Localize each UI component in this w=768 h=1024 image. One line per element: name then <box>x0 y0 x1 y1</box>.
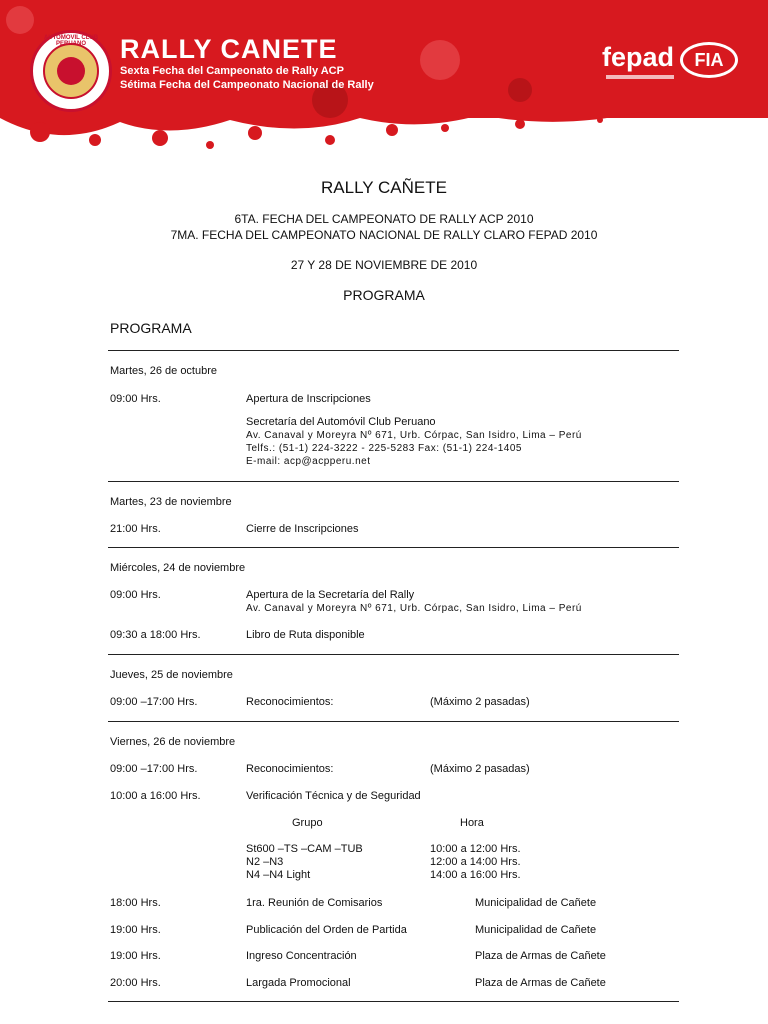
group-cell: N2 –N3 <box>246 856 284 868</box>
subtitle-line-1: 6TA. FECHA DEL CAMPEONATO DE RALLY ACP 2010 <box>234 212 534 226</box>
day-heading: Martes, 26 de octubre <box>110 365 218 377</box>
place-cell: Plaza de Armas de Cañete <box>475 977 606 989</box>
event-cell: Reconocimientos: <box>246 763 334 775</box>
time-cell: 09:00 Hrs. <box>110 393 161 405</box>
time-cell: 09:30 a 18:00 Hrs. <box>110 629 201 641</box>
hour-column-header: Hora <box>460 817 484 829</box>
subtitle-line-2: 7MA. FECHA DEL CAMPEONATO NACIONAL DE RALLY CLARO FEPAD 2010 <box>170 228 598 242</box>
day-heading: Miércoles, 24 de noviembre <box>110 562 246 574</box>
day-heading: Martes, 23 de noviembre <box>110 496 232 508</box>
time-cell: 09:00 –17:00 Hrs. <box>110 763 198 775</box>
divider <box>108 350 679 351</box>
event-cell: 1ra. Reunión de Comisarios <box>246 897 383 909</box>
time-cell: 19:00 Hrs. <box>110 950 161 962</box>
event-cell: Publicación del Orden de Partida <box>246 924 407 936</box>
office-name: Secretaría del Automóvil Club Peruano <box>246 416 436 428</box>
time-cell: 10:00 a 16:00 Hrs. <box>110 790 201 802</box>
time-cell: 20:00 Hrs. <box>110 977 161 989</box>
document-title: RALLY CAÑETE <box>321 178 447 197</box>
hour-cell: 10:00 a 12:00 Hrs. <box>430 843 521 855</box>
time-cell: 21:00 Hrs. <box>110 523 161 535</box>
fepad-logo: fepad <box>602 42 675 72</box>
office-phone: Telfs.: (51-1) 224-3222 - 225-5283 Fax: (51-1) 224-1405 <box>246 443 522 454</box>
event-cell: Verificación Técnica y de Seguridad <box>246 790 421 802</box>
note-cell: (Máximo 2 pasadas) <box>430 696 530 708</box>
day-heading: Jueves, 25 de noviembre <box>110 669 233 681</box>
event-cell: Apertura de Inscripciones <box>246 393 371 405</box>
fepad-tagline-bar <box>606 75 674 79</box>
event-cell: Libro de Ruta disponible <box>246 629 365 641</box>
logo-text: AUTOMOVIL CLUB PERUANO <box>43 35 99 47</box>
place-cell: Municipalidad de Cañete <box>475 924 597 936</box>
club-logo <box>30 30 112 112</box>
event-cell: Reconocimientos: <box>246 696 334 708</box>
event-date: 27 Y 28 DE NOVIEMBRE DE 2010 <box>290 258 478 272</box>
fia-logo: FIA <box>680 42 738 78</box>
place-cell: Municipalidad de Cañete <box>475 897 597 909</box>
group-cell: St600 –TS –CAM –TUB <box>246 843 363 855</box>
place-cell: Plaza de Armas de Cañete <box>475 950 606 962</box>
event-cell: Apertura de la Secretaría del Rally <box>246 589 415 601</box>
event-cell: Largada Promocional <box>246 977 351 989</box>
group-column-header: Grupo <box>292 817 323 829</box>
divider <box>108 654 679 655</box>
brand-subtitle-1: Sexta Fecha del Campeonato de Rally ACP <box>120 65 344 77</box>
note-cell: (Máximo 2 pasadas) <box>430 763 530 775</box>
event-cell: Ingreso Concentración <box>246 950 357 962</box>
time-cell: 09:00 Hrs. <box>110 589 161 601</box>
time-cell: 19:00 Hrs. <box>110 924 161 936</box>
programa-heading: PROGRAMA <box>343 287 425 303</box>
divider <box>108 721 679 722</box>
event-cell: Cierre de Inscripciones <box>246 523 359 535</box>
time-cell: 18:00 Hrs. <box>110 897 161 909</box>
group-cell: N4 –N4 Light <box>246 869 311 881</box>
hour-cell: 14:00 a 16:00 Hrs. <box>430 869 521 881</box>
divider <box>108 1001 679 1002</box>
office-email: E-mail: acp@acpperu.net <box>246 456 371 467</box>
brand-title: RALLY CANETE <box>120 34 338 64</box>
hour-cell: 12:00 a 14:00 Hrs. <box>430 856 521 868</box>
header-banner <box>0 0 768 150</box>
day-heading: Viernes, 26 de noviembre <box>110 736 236 748</box>
divider <box>108 481 679 482</box>
brand-subtitle-2: Sétima Fecha del Campeonato Nacional de Rally <box>120 79 374 91</box>
time-cell: 09:00 –17:00 Hrs. <box>110 696 198 708</box>
office-address: Av. Canaval y Moreyra Nº 671, Urb. Córpac, San Isidro, Lima – Perú <box>246 430 582 441</box>
divider <box>108 547 679 548</box>
event-address: Av. Canaval y Moreyra Nº 671, Urb. Córpac, San Isidro, Lima – Perú <box>246 603 582 614</box>
programa-section-title: PROGRAMA <box>110 320 192 336</box>
